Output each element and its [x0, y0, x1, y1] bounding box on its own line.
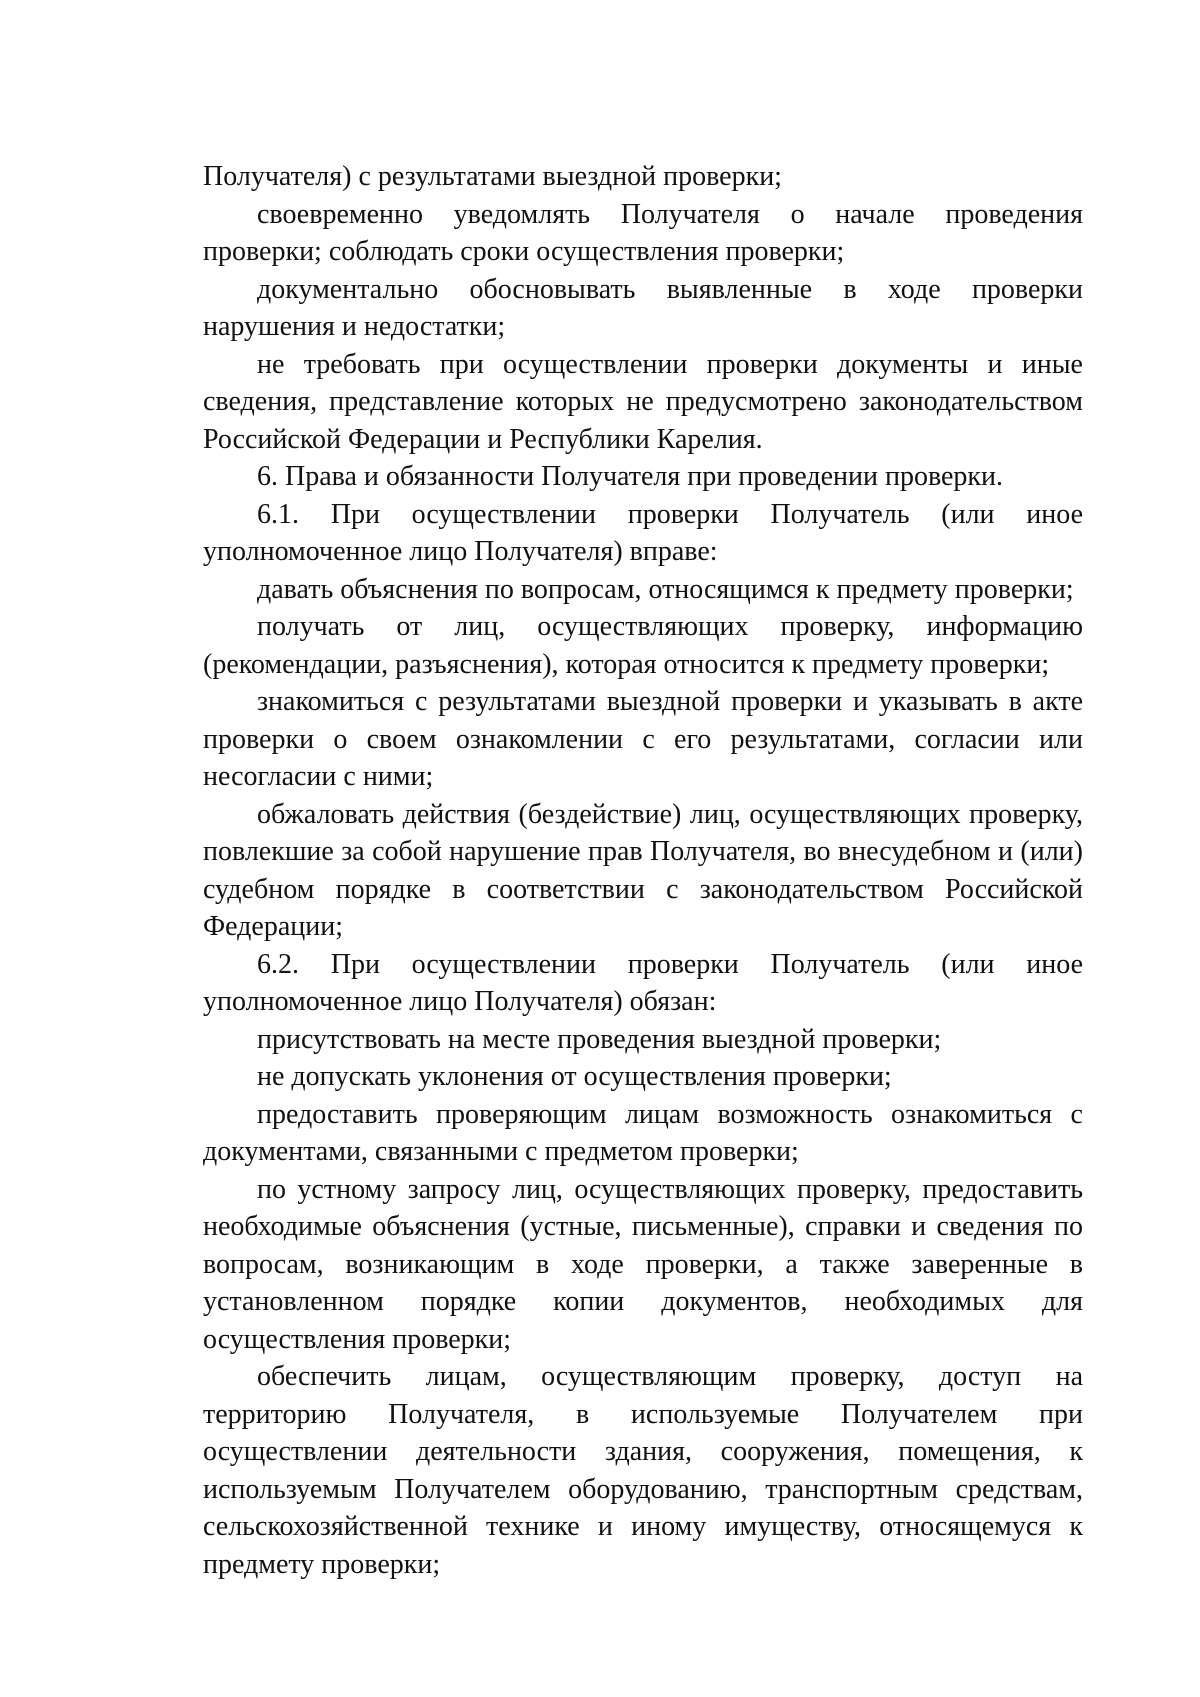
- paragraph: не требовать при осуществлении проверки документы и иные сведения, представление которых не предусмотрено законодательством Российской Федерации и Республики Карелия.: [203, 348, 1083, 455]
- paragraph: документально обосновывать выявленные в ходе проверки нарушения и недостатки;: [203, 273, 1083, 342]
- paragraph: предоставить проверяющим лицам возможность ознакомиться с документами, связанными с предметом проверки;: [203, 1098, 1083, 1167]
- paragraph: получать от лиц, осуществляющих проверку, информацию (рекомендации, разъяснения), которая относится к предмету проверки;: [203, 611, 1083, 680]
- paragraph: давать объяснения по вопросам, относящимся к предмету проверки;: [257, 573, 1074, 605]
- paragraph: Получателя) с результатами выездной проверки;: [203, 161, 782, 192]
- subsection-paragraph: 6.2. При осуществлении проверки Получатель (или иное уполномоченное лицо Получателя) обязан:: [203, 948, 1083, 1017]
- paragraph: знакомиться с результатами выездной проверки и указывать в акте проверки о своем ознакомлении с его результатами, согласии или несогласии с ними;: [203, 686, 1083, 792]
- paragraph: присутствовать на месте проведения выездной проверки;: [257, 1023, 942, 1055]
- paragraph: по устному запросу лиц, осуществляющих проверку, предоставить необходимые объяснения (устные, письменные), справки и сведения по вопросам, возникающим в ходе проверки, а также заверенные в установленном порядке копии документов, необходимых для осуществления проверки;: [203, 1173, 1083, 1355]
- paragraph: обжаловать действия (бездействие) лиц, осуществляющих проверку, повлекшие за собой нарушение прав Получателя, во внесудебном и (или) судебном порядке в соответствии с законодательством Российской Федерации;: [203, 798, 1083, 942]
- subsection-paragraph: 6.1. При осуществлении проверки Получатель (или иное уполномоченное лицо Получателя) вправе:: [203, 498, 1083, 567]
- section-heading: 6. Права и обязанности Получателя при проведении проверки.: [257, 461, 1004, 492]
- paragraph: обеспечить лицам, осуществляющим проверку, доступ на территорию Получателя, в используемые Получателем при осуществлении деятельности здания, сооружения, помещения, к используемым Получателем оборудованию, транспортным средствам, сельскохозяйственной технике и иному имуществу, относящемуся к предмету проверки;: [203, 1361, 1083, 1580]
- paragraph: не допускать уклонения от осуществления проверки;: [257, 1061, 892, 1092]
- document-body: [203, 158, 1083, 1583]
- paragraph: своевременно уведомлять Получателя о начале проведения проверки; соблюдать сроки осуществления проверки;: [203, 198, 1083, 267]
